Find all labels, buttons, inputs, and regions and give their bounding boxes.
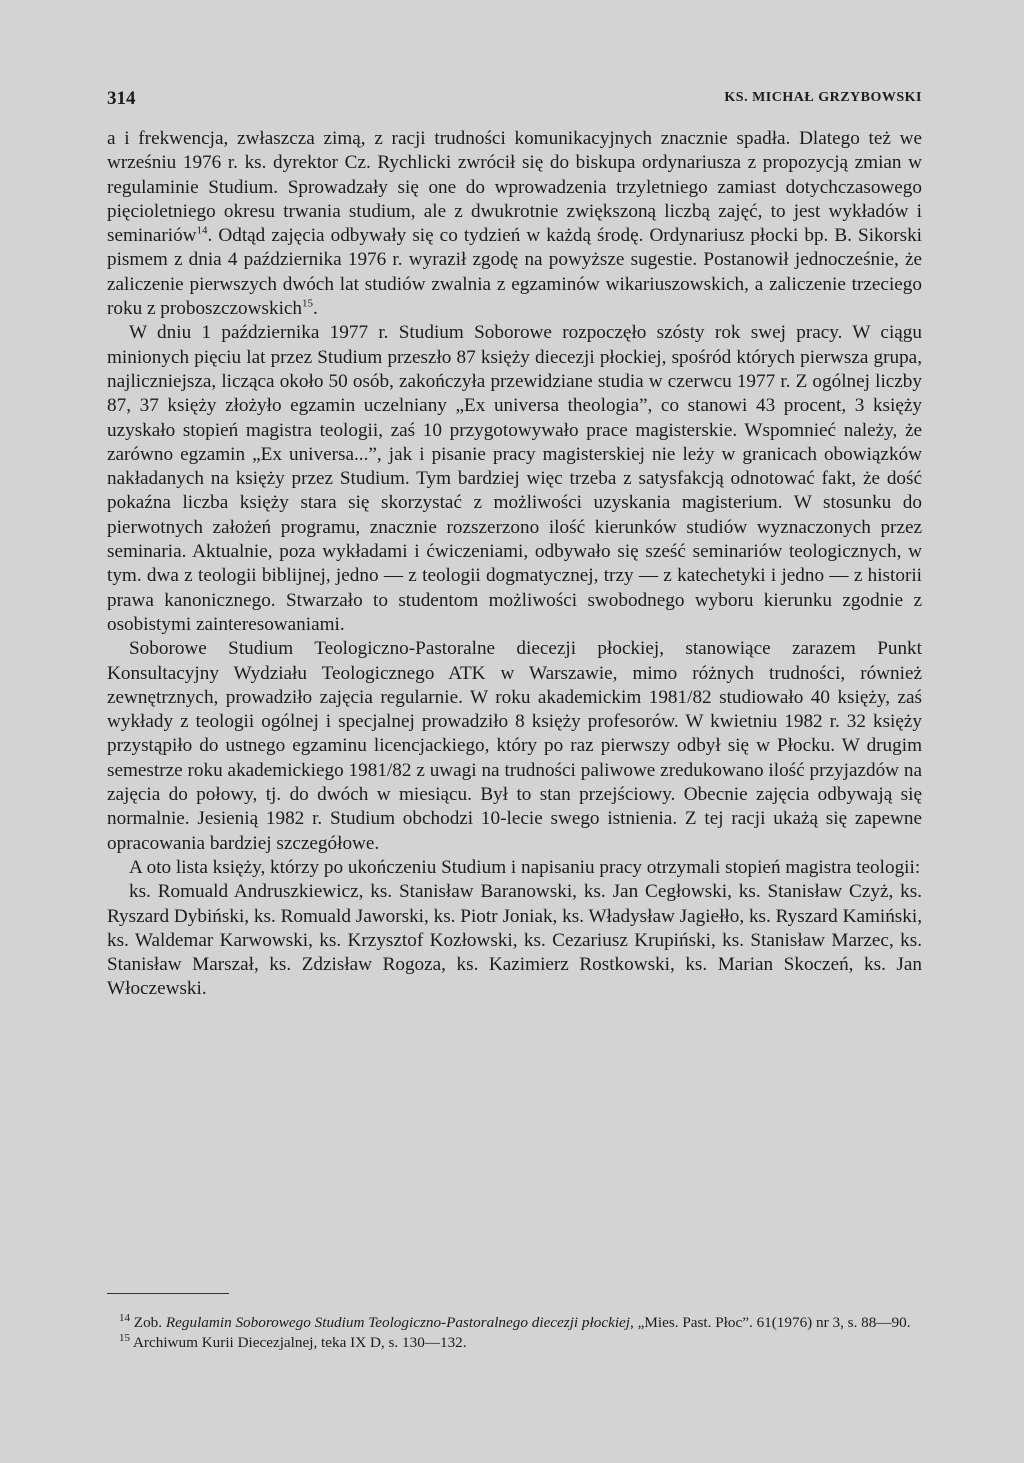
footnote-14-title: Regulamin Soborowego Studium Teologiczno-Pastoralnego diecezji płockiej, xyxy=(165,1314,634,1331)
footnote-separator xyxy=(107,1293,229,1294)
running-head: KS. MICHAŁ GRZYBOWSKI xyxy=(724,90,922,105)
footnote-14-prefix: Zob. xyxy=(130,1314,166,1331)
paragraph-3: Soborowe Studium Teologiczno-Pastoralne diecezji płockiej, stanowiące zarazem Punkt Konsultacyjny Wydziału Teologicznego ATK w Warszawie, mimo różnych trudności, również zewnętrznych, prowadziło zajęcia regularnie. W roku akademickim 1981/82 studiowało 40 księży, zaś wykłady z teologii ogólnej i specjalnej prowadziło 8 księży profesorów. W kwietniu 1982 r. 32 księży przystąpiło do ustnego egzaminu licencjackiego, który po raz pierwszy odbył się w Płocku. W drugim semestrze roku akademickiego 1981/82 z uwagi na trudności paliwowe zredukowano ilość przyjazdów na zajęcia do połowy, tj. do dwóch w miesiącu. Był to stan przejściowy. Obecnie zajęcia odbywają się normalnie. Jesienią 1982 r. Studium obchodzi 10-lecie swego istnienia. Z tej racji ukażą się zapewne opracowania bardziej szczegółowe. xyxy=(107,638,922,854)
paragraph-1-text-cont: . Odtąd zajęcia odbywały się co tydzień w każdą środę. Ordynariusz płocki bp. B. Sikorski pismem z dnia 4 października 1976 r. wyraził zgodę na powyższe sugestie. Postanowił jednocześnie, że zaliczenie pierwszych dwóch lat studiów zwalnia z egzaminów wikariuszowskich, a zaliczenie trzeciego roku z proboszczowskich xyxy=(107,225,922,320)
footnote-15-number: 15 xyxy=(119,1331,130,1344)
footnote-14-rest: „Mies. Past. Płoc”. 61(1976) nr 3, s. 88—90. xyxy=(633,1314,911,1331)
footnote-ref-14: 14 xyxy=(196,224,208,237)
footnote-15-text: Archiwum Kurii Diecezjalnej, teka IX D, s. 130—132. xyxy=(130,1333,467,1351)
paragraph-1-text-end: . xyxy=(313,298,318,320)
footnote-14 xyxy=(107,1313,922,1333)
paragraph-1-text: a i frekwencja, zwłaszcza zimą, z racji trudności komunikacyjnych znacznie spadła. Dlatego też we wrześniu 1976 r. ks. dyrektor Cz. Rychlicki zwrócił się do biskupa ordynariusza z propozycją zmian w regulaminie Studium. Sprowadzały się one do wprowadzenia trzyletniego zamiast dotychczasowego pięcioletniego okresu trwania studium, ale z dwukrotnie zwiększoną liczbą zajęć, to jest wykładów i seminariów xyxy=(107,128,922,247)
paragraph-4: A oto lista księży, którzy po ukończeniu Studium i napisaniu pracy otrzymali stopień magistra teologii: xyxy=(129,856,921,878)
page-header xyxy=(107,88,922,112)
footnote-ref-15: 15 xyxy=(302,297,314,310)
paragraph-5-name-list: ks. Romuald Andruszkiewicz, ks. Stanisław Baranowski, ks. Jan Cegłowski, ks. Stanisław Czyż, ks. Ryszard Dybiński, ks. Romuald Jaworski, ks. Piotr Joniak, ks. Władysław Jagiełło, ks. Ryszard Kamiński, ks. Waldemar Karwowski, ks. Krzysztof Kozłowski, ks. Cezariusz Krupiński, ks. Stanisław Marzec, ks. Stanisław Marszał, ks. Zdzisław Rogoza, ks. Kazimierz Rostkowski, ks. Marian Skoczeń, ks. Jan Włoczewski. xyxy=(107,881,922,1000)
footnotes xyxy=(107,1313,922,1352)
page-number: 314 xyxy=(107,88,136,109)
paragraph-1 xyxy=(107,127,922,321)
footnote-14-number: 14 xyxy=(119,1311,130,1324)
body-text xyxy=(107,127,922,1002)
footnote-15 xyxy=(107,1333,922,1353)
paragraph-2: W dniu 1 października 1977 r. Studium Soborowe rozpoczęło szósty rok swej pracy. W ciągu minionych pięciu lat przez Studium przeszło 87 księży diecezji płockiej, spośród których pierwsza grupa, najliczniejsza, licząca około 50 osób, zakończyła przewidziane studia w czerwcu 1977 r. Z ogólnej liczby 87, 37 księży złożyło egzamin uczelniany „Ex universa theologia”, co stanowi 43 procent, 3 księży uzyskało stopień magistra teologii, zaś 10 przygotowywało prace magisterskie. Wspomnieć należy, że zarówno egzamin „Ex universa...”, jak i pisanie pracy magisterskiej nie leży w granicach obowiązków nakładanych na księży przez Studium. Tym bardziej więc trzeba z satysfakcją odnotować fakt, że dość pokaźna liczba księży stara się skorzystać z możliwości uzyskania magisterium. W stosunku do pierwotnych założeń programu, znacznie rozszerzono ilość kierunków studiów wyznaczonych przez seminaria. Aktualnie, poza wykładami i ćwiczeniami, odbywało się sześć seminariów teologicznych, w tym. dwa z teologii biblijnej, jedno — z teologii dogmatycznej, trzy — z katechetyki i jedno — z historii prawa kanonicznego. Stwarzało to studentom możliwości swobodnego wyboru kierunku zgodnie z osobistymi zainteresowaniami. xyxy=(107,322,922,635)
